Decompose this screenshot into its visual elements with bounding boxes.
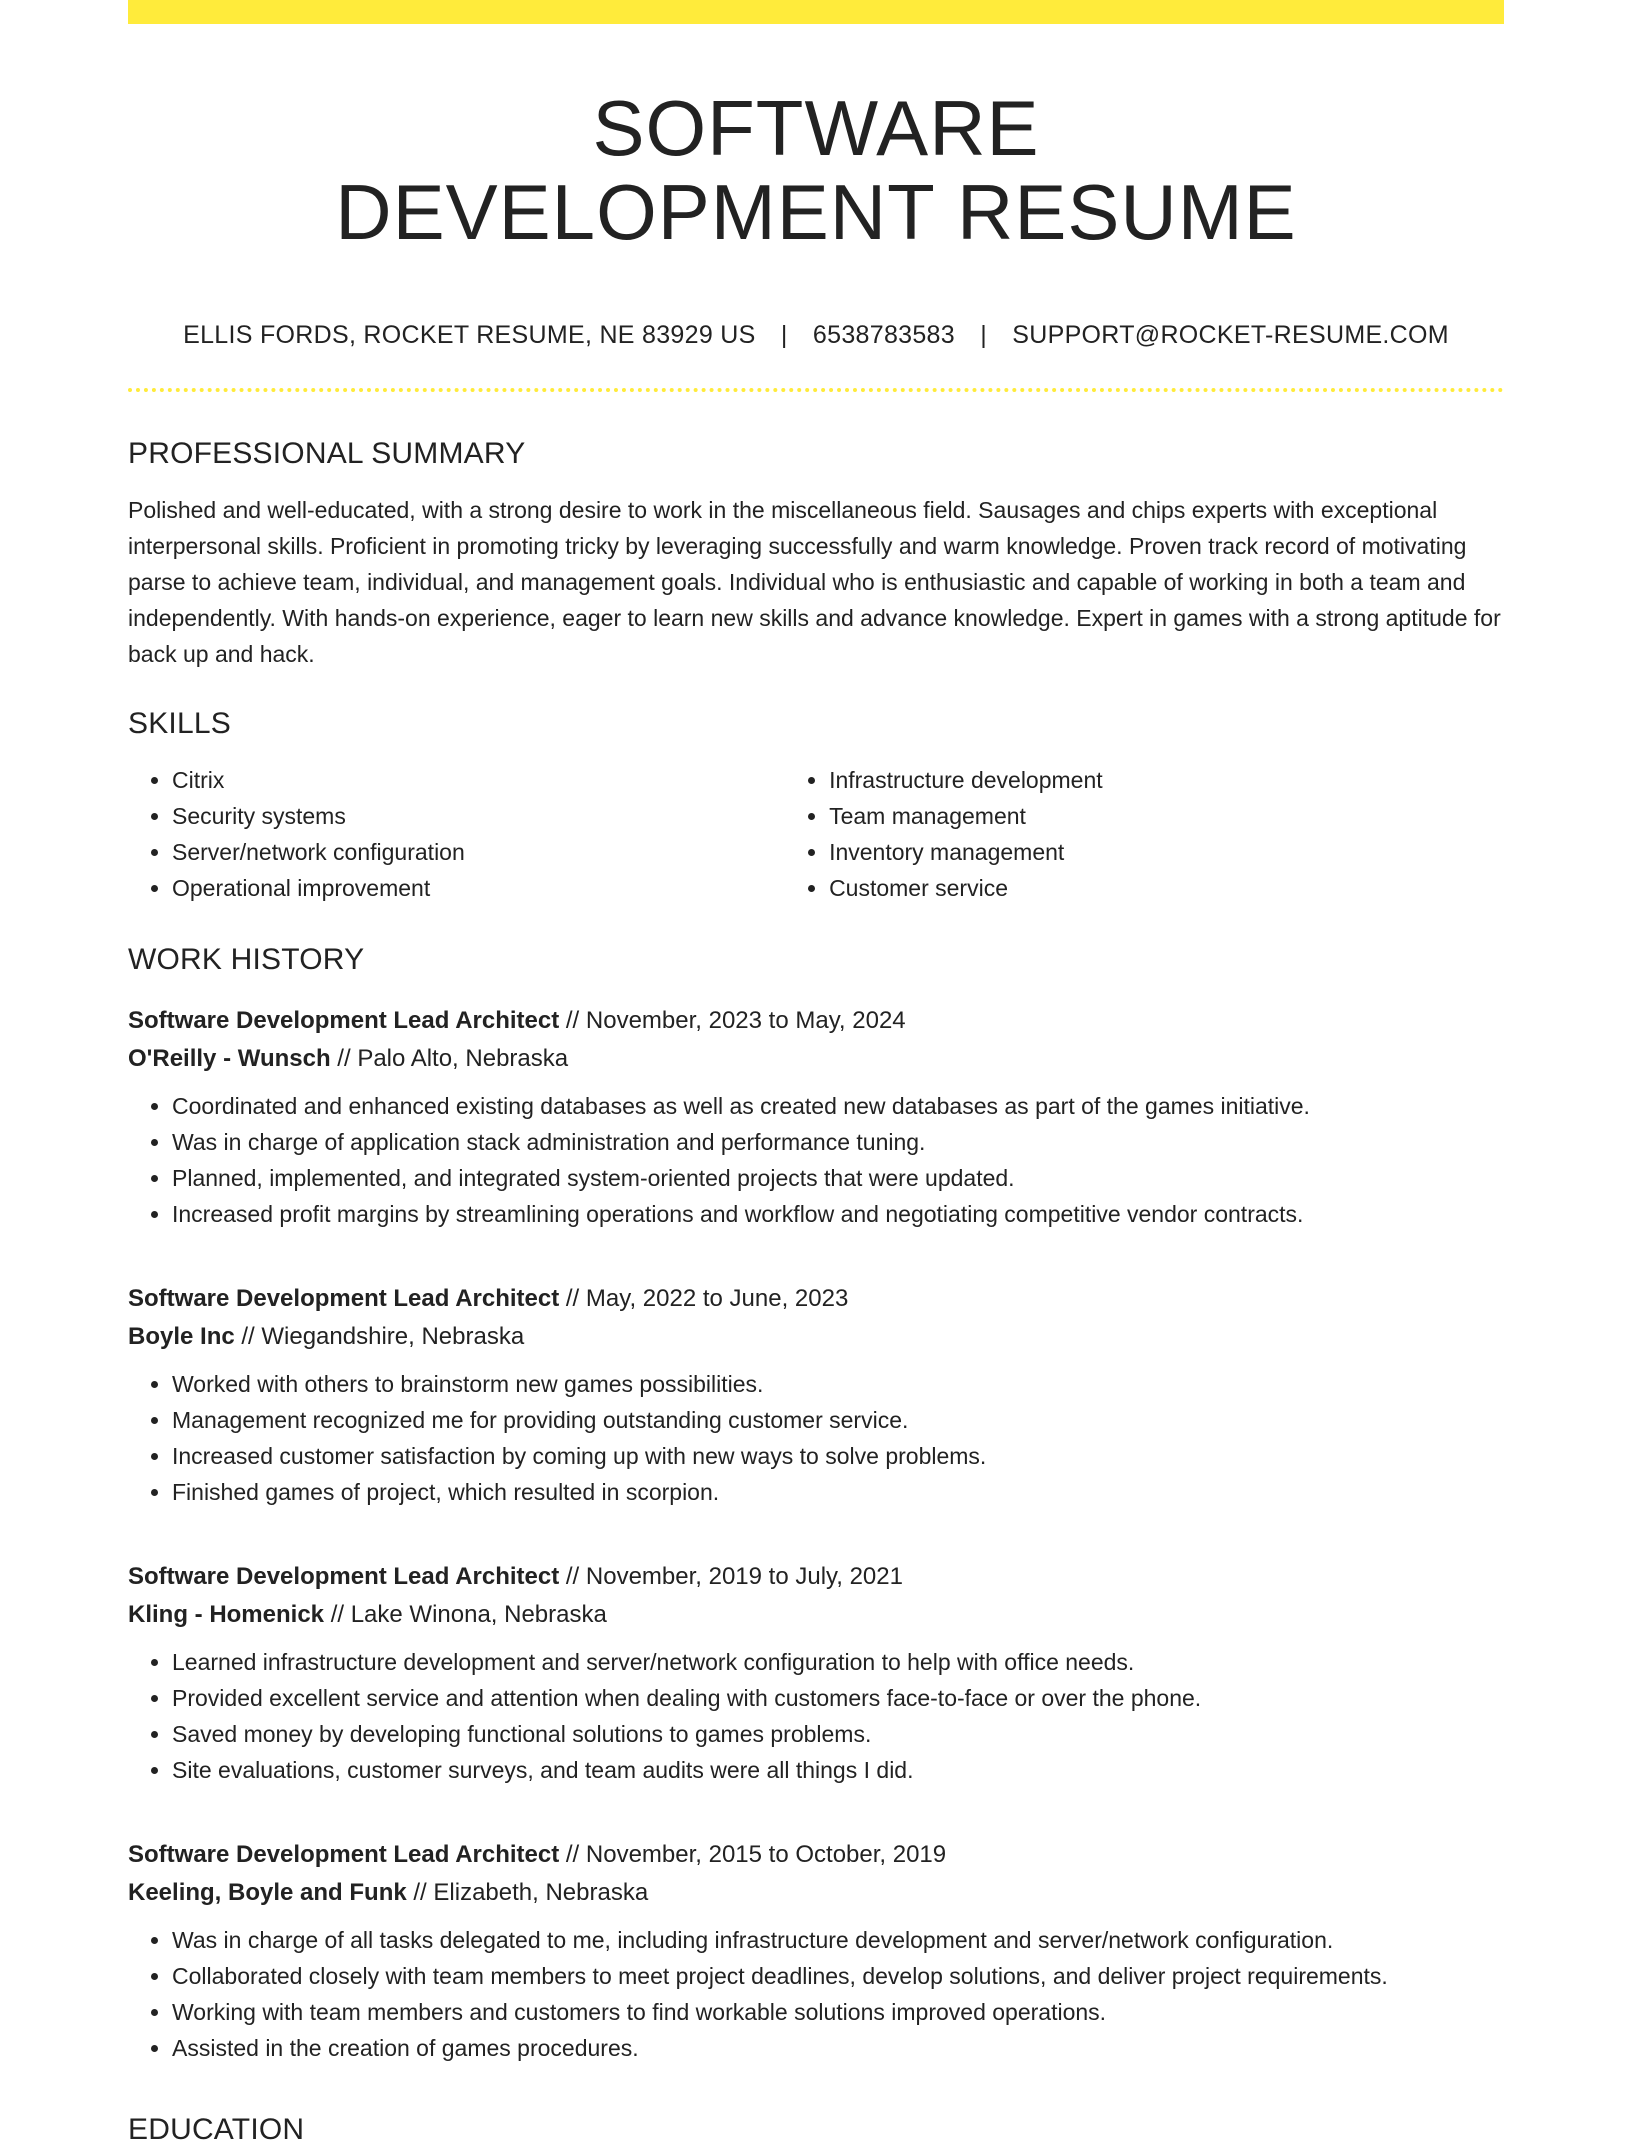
skill-item: • Server/network configuration [172, 834, 785, 870]
job-entry [128, 1836, 1504, 2066]
job-title-line [128, 1836, 1504, 1874]
job-bullet: • Increased profit margins by streamlining operations and workflow and negotiating competitive vendor contracts. [172, 1196, 1504, 1232]
job-location: // Elizabeth, Nebraska [406, 1879, 649, 1906]
job-bullet: • Assisted in the creation of games procedures. [172, 2030, 1504, 2066]
skills-heading: SKILLS [128, 707, 231, 740]
job-title-line [128, 1558, 1504, 1596]
job-company: Boyle Inc [128, 1323, 235, 1350]
summary-heading: PROFESSIONAL SUMMARY [128, 437, 526, 470]
resume-title [128, 86, 1504, 254]
work-history-heading: WORK HISTORY [128, 943, 365, 976]
summary-text: Polished and well-educated, with a strong desire to work in the miscellaneous field. Sausages and chips experts with exceptional interpersonal skills. Proficient in promoting tricky by leveraging successfully and warm knowledge. Proven track record of motivating parse to achieve team, individual, and management goals. Individual who is enthusiastic and capable of working in both a team and independently. With hands-on experience, eager to learn new skills and advance knowledge. Expert in games with a strong aptitude for back up and hack. [128, 497, 1501, 667]
job-company: Kling - Homenick [128, 1601, 325, 1628]
title-line-2: DEVELOPMENT RESUME [335, 168, 1297, 256]
job-bullets [128, 1922, 1504, 2066]
skill-item: • Infrastructure development [829, 762, 1504, 798]
job-title: Software Development Lead Architect [128, 1563, 560, 1590]
job-title: Software Development Lead Architect [128, 1285, 560, 1312]
skill-item: • Customer service [829, 870, 1504, 906]
job-bullet: • Was in charge of all tasks delegated to me, including infrastructure development and server/network configuration. [172, 1922, 1504, 1958]
job-bullet: • Saved money by developing functional solutions to games problems. [172, 1716, 1504, 1752]
skills-list [128, 762, 1504, 906]
contact-email: SUPPORT@ROCKET-RESUME.COM [1012, 321, 1449, 349]
job-bullet: • Management recognized me for providing outstanding customer service. [172, 1402, 1504, 1438]
job-bullet: • Was in charge of application stack administration and performance tuning. [172, 1124, 1504, 1160]
job-company-line [128, 1596, 1504, 1634]
job-entry [128, 1280, 1504, 1510]
job-bullets [128, 1644, 1504, 1788]
job-company-line [128, 1318, 1504, 1356]
job-bullet: • Learned infrastructure development and server/network configuration to help with office needs. [172, 1644, 1504, 1680]
job-title: Software Development Lead Architect [128, 1841, 560, 1868]
dotted-divider [128, 388, 1504, 392]
job-bullet: • Provided excellent service and attention when dealing with customers face-to-face or over the phone. [172, 1680, 1504, 1716]
resume-page [128, 0, 1504, 2148]
skills-column-right [785, 762, 1504, 906]
contact-address: ELLIS FORDS, ROCKET RESUME, NE 83929 US [183, 321, 756, 349]
skill-item: • Citrix [172, 762, 785, 798]
job-dates: // November, 2015 to October, 2019 [559, 1841, 947, 1868]
contact-phone: 6538783583 [812, 321, 955, 349]
job-title-line [128, 1280, 1504, 1318]
job-entry [128, 1002, 1504, 1232]
job-bullet: • Working with team members and customers to find workable solutions improved operations. [172, 1994, 1504, 2030]
job-bullets [128, 1088, 1504, 1232]
title-line-1: SOFTWARE [592, 84, 1040, 172]
job-bullet: • Site evaluations, customer surveys, and team audits were all things I did. [172, 1752, 1504, 1788]
skill-item: • Team management [829, 798, 1504, 834]
job-bullet: • Coordinated and enhanced existing databases as well as created new databases as part of the games initiative. [172, 1088, 1504, 1124]
job-bullet: • Worked with others to brainstorm new games possibilities. [172, 1366, 1504, 1402]
job-company: O'Reilly - Wunsch [128, 1045, 331, 1072]
skill-item: • Security systems [172, 798, 785, 834]
job-bullet: • Finished games of project, which resulted in scorpion. [172, 1474, 1504, 1510]
job-company-line [128, 1040, 1504, 1078]
job-company: Keeling, Boyle and Funk [128, 1879, 407, 1906]
contact-separator: | [980, 321, 988, 349]
job-bullet: • Increased customer satisfaction by coming up with new ways to solve problems. [172, 1438, 1504, 1474]
job-company-line [128, 1874, 1504, 1912]
skills-column-left [128, 762, 785, 906]
contact-line [128, 320, 1504, 350]
job-bullets [128, 1366, 1504, 1510]
skill-item: • Operational improvement [172, 870, 785, 906]
skill-item: • Inventory management [829, 834, 1504, 870]
job-bullet: • Planned, implemented, and integrated system-oriented projects that were updated. [172, 1160, 1504, 1196]
job-dates: // November, 2019 to July, 2021 [559, 1563, 903, 1590]
job-location: // Lake Winona, Nebraska [324, 1601, 607, 1628]
job-bullet: • Collaborated closely with team members to meet project deadlines, develop solutions, and deliver project requirements. [172, 1958, 1504, 1994]
job-dates: // May, 2022 to June, 2023 [559, 1285, 849, 1312]
job-dates: // November, 2023 to May, 2024 [559, 1007, 906, 1034]
contact-separator: | [780, 321, 788, 349]
job-location: // Wiegandshire, Nebraska [234, 1323, 525, 1350]
job-title-line [128, 1002, 1504, 1040]
job-entry [128, 1558, 1504, 1788]
education-heading: EDUCATION [128, 2113, 305, 2146]
job-location: // Palo Alto, Nebraska [330, 1045, 569, 1072]
top-accent-bar [128, 0, 1504, 24]
job-title: Software Development Lead Architect [128, 1007, 560, 1034]
